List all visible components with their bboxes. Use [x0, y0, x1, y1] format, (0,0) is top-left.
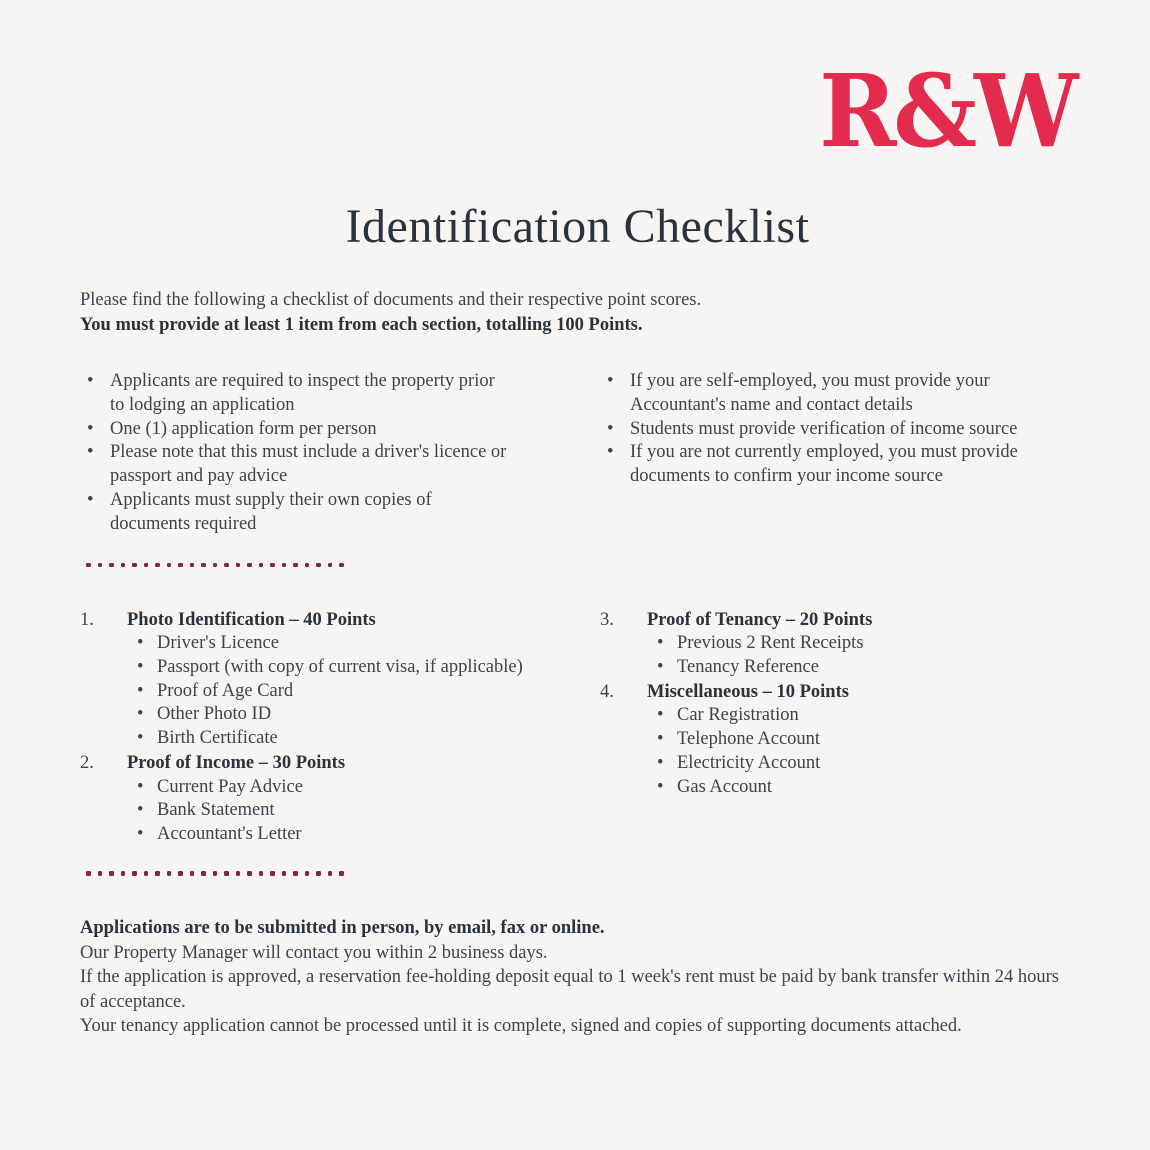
- checklist-sections: [80, 608, 1075, 847]
- intro-line: Please find the following a checklist of documents and their respective point scores.: [80, 290, 702, 310]
- note-item: • If you are not currently employed, you must provide documents to confirm your income source: [600, 441, 1032, 489]
- note-item: • Students must provide verification of income source: [600, 418, 1032, 442]
- checklist-item: • Previous 2 Rent Receipts: [600, 632, 1075, 656]
- section-number: 2.: [80, 753, 94, 774]
- checklist-column-right: [600, 608, 1075, 847]
- section-items: [80, 776, 555, 847]
- section-number: 4.: [600, 681, 614, 702]
- checklist-item: • Proof of Age Card: [80, 680, 555, 704]
- section-heading-row: [80, 751, 555, 776]
- section-heading: Miscellaneous – 10 Points: [647, 681, 849, 702]
- checklist-item: • Bank Statement: [80, 799, 555, 823]
- checklist-item: • Current Pay Advice: [80, 776, 555, 800]
- checklist-item: • Gas Account: [600, 776, 1075, 800]
- section-heading: Photo Identification – 40 Points: [127, 609, 376, 630]
- checklist-item: • Passport (with copy of current visa, if applicable): [80, 656, 555, 680]
- dotted-separator: [86, 563, 1075, 568]
- section-number: 1.: [80, 609, 94, 630]
- checklist-item: • Telephone Account: [600, 728, 1075, 752]
- section-heading-row: [80, 608, 555, 633]
- section-number: 3.: [600, 609, 614, 630]
- note-item: • If you are self-employed, you must provide your Accountant's name and contact details: [600, 370, 1032, 418]
- section-proof-of-income: [80, 751, 555, 847]
- checklist-item: • Driver's Licence: [80, 632, 555, 656]
- footer-line: Your tenancy application cannot be processed until it is complete, signed and copies of supporting documents attached.: [80, 1016, 962, 1037]
- note-item: • Applicants must supply their own copies of documents required: [80, 489, 512, 537]
- rw-logo: R&W: [819, 52, 1075, 170]
- checklist-item: • Other Photo ID: [80, 703, 555, 727]
- notes-section: [80, 370, 1075, 537]
- checklist-item: • Birth Certificate: [80, 727, 555, 751]
- checklist-item: • Tenancy Reference: [600, 656, 1075, 680]
- section-heading: Proof of Income – 30 Points: [127, 753, 346, 774]
- footer-line-bold: Applications are to be submitted in person, by email, fax or online.: [80, 917, 605, 938]
- checklist-item: • Accountant's Letter: [80, 823, 555, 847]
- section-items: [600, 704, 1075, 799]
- section-items: [80, 632, 555, 751]
- section-heading-row: [600, 608, 1075, 633]
- intro-line-bold: You must provide at least 1 item from each section, totalling 100 Points.: [80, 314, 643, 335]
- section-heading: Proof of Tenancy – 20 Points: [647, 609, 873, 630]
- checklist-item: • Car Registration: [600, 704, 1075, 728]
- section-proof-of-tenancy: [600, 608, 1075, 680]
- note-item: • Please note that this must include a driver's licence or passport and pay advice: [80, 441, 512, 489]
- footer-paragraph: [80, 916, 1075, 1039]
- intro-paragraph: [80, 288, 1075, 337]
- page-title: Identification Checklist: [345, 200, 810, 253]
- note-item: • One (1) application form per person: [80, 418, 512, 442]
- notes-column-right: [600, 370, 1075, 537]
- footer-line: If the application is approved, a reservation fee-holding deposit equal to 1 week's rent must be paid by bank transfer within 24 hours of acceptance.: [80, 967, 1059, 1012]
- dotted-separator: [86, 871, 1075, 876]
- footer-line: Our Property Manager will contact you within 2 business days.: [80, 942, 548, 963]
- checklist-column-left: [80, 608, 555, 847]
- section-items: [600, 632, 1075, 680]
- section-miscellaneous: [600, 680, 1075, 800]
- section-photo-identification: [80, 608, 555, 751]
- notes-column-left: [80, 370, 555, 537]
- section-heading-row: [600, 680, 1075, 705]
- checklist-item: • Electricity Account: [600, 752, 1075, 776]
- note-item: • Applicants are required to inspect the property prior to lodging an application: [80, 370, 512, 418]
- logo-row: [80, 0, 1075, 170]
